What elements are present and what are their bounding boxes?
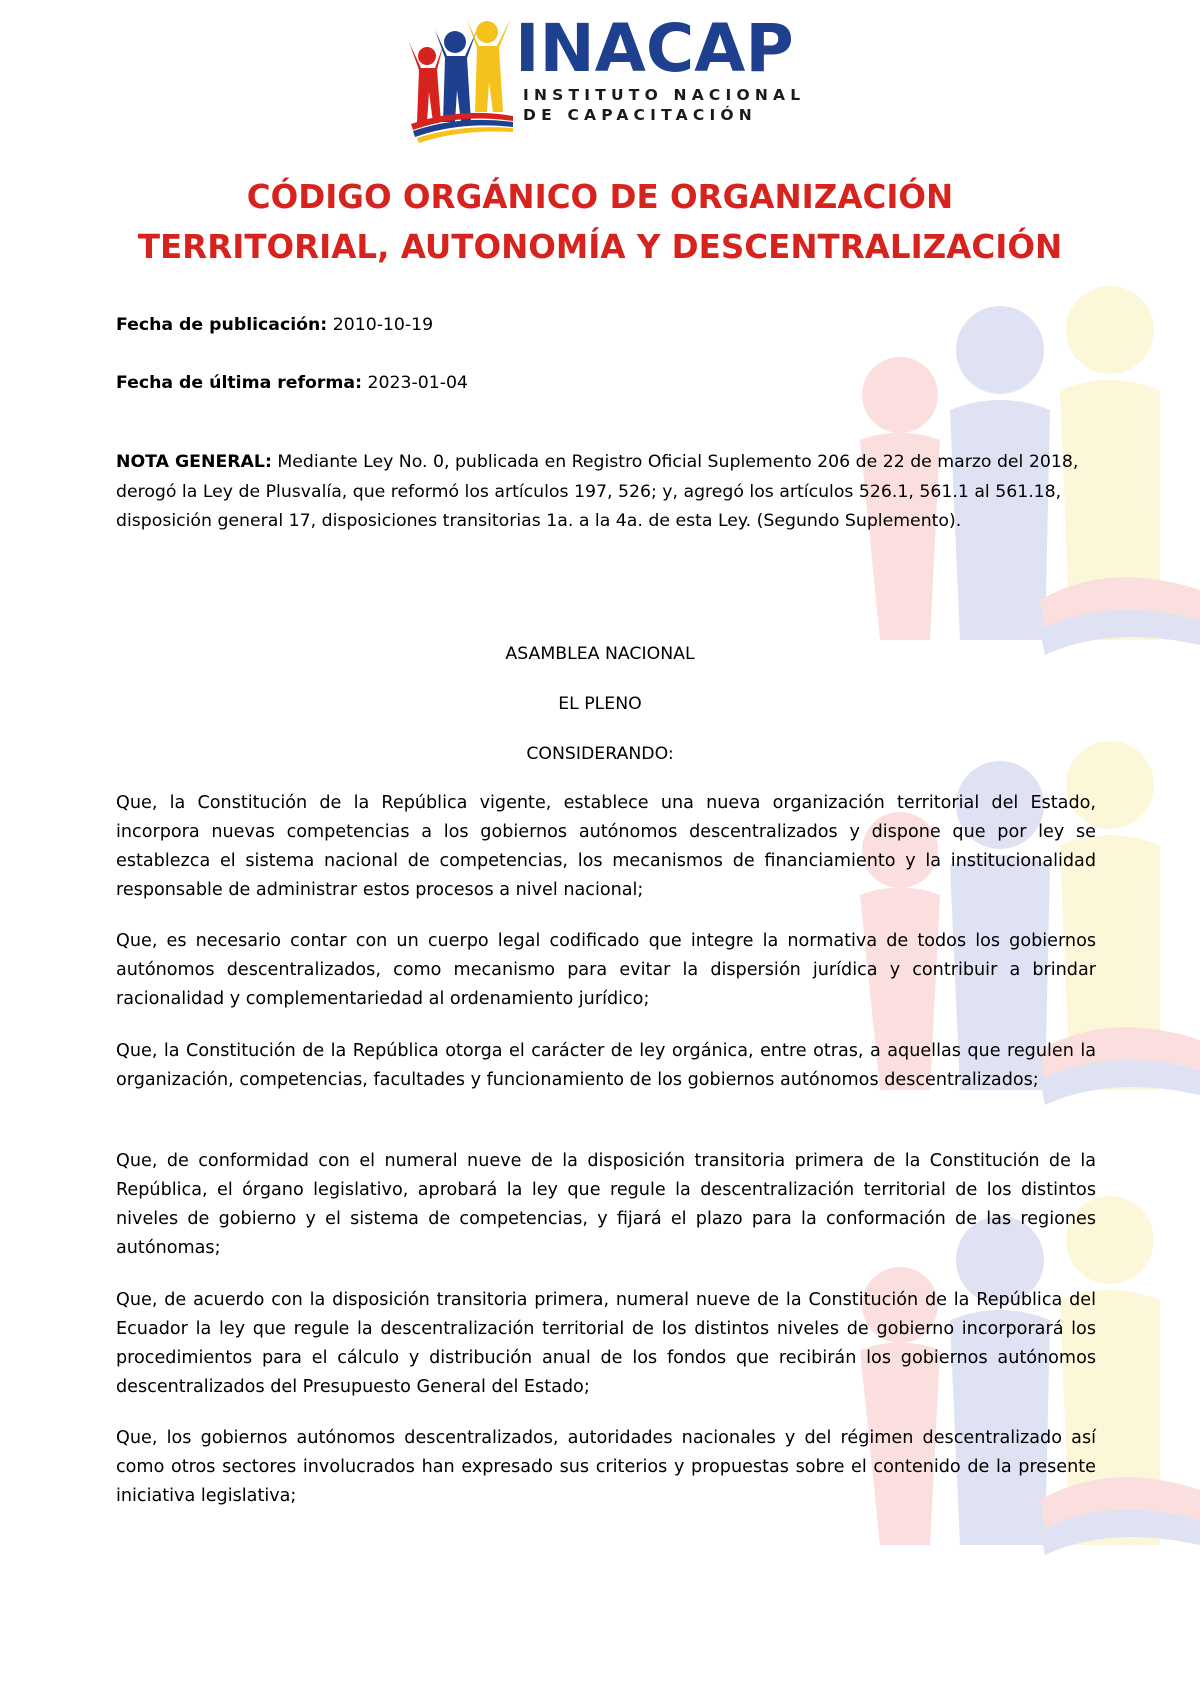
logo-figures-icon — [405, 12, 515, 147]
inacap-logo — [405, 12, 805, 147]
general-note-label: NOTA GENERAL: — [116, 452, 272, 472]
document-title-line1: CÓDIGO ORGÁNICO DE ORGANIZACIÓN — [246, 178, 954, 216]
considerando-paragraph-1: Que, la Constitución de la República vigente, establece una nueva organización territorial del Estado, incorpora nuevas competencias a los gobiernos autónomos descentralizados y dispone que por ley se establezca el sistema nacional de competencias, los mecanismos de financiamiento y la institucionalidad responsable de administrar estos procesos a nivel nacional; — [116, 793, 1096, 900]
heading-asamblea: ASAMBLEA NACIONAL — [505, 644, 695, 664]
logo-subtitle-line2: DE CAPACITACIÓN — [523, 106, 757, 124]
publication-date-value: 2010-10-19 — [332, 315, 434, 335]
document-title-line2: TERRITORIAL, AUTONOMÍA Y DESCENTRALIZACIÓN — [137, 228, 1063, 266]
considerando-paragraph-2: Que, es necesario contar con un cuerpo legal codificado que integre la normativa de todos los gobiernos autónomos descentralizados, como mecanismo para evitar la dispersión jurídica y contribuir a brindar racionalidad y complementariedad al ordenamiento jurídico; — [116, 931, 1096, 1009]
considerando-paragraph-5: Que, de acuerdo con la disposición transitoria primera, numeral nueve de la Constitución de la República del Ecuador la ley que regule la descentralización territorial de los distintos niveles de gobierno incorporará los procedimientos para el cálculo y distribución anual de los fondos que recibirán los gobiernos autónomos descentralizados del Presupuesto General del Estado; — [116, 1290, 1096, 1397]
last-reform-date — [116, 372, 468, 394]
considerando-paragraph-3: Que, la Constitución de la República otorga el carácter de ley orgánica, entre otras, a aquellas que regulen la organización, competencias, facultades y funcionamiento de los gobiernos autónomos descentralizados; — [116, 1041, 1096, 1090]
heading-pleno: EL PLENO — [558, 694, 642, 714]
last-reform-date-label: Fecha de última reforma: — [116, 373, 362, 393]
document-title — [60, 172, 1140, 272]
publication-date-label: Fecha de publicación: — [116, 315, 328, 335]
considerando-paragraph-6: Que, los gobiernos autónomos descentralizados, autoridades nacionales y del régimen descentralizado así como otros sectores involucrados han expresado sus criterios y propuestas sobre el contenido de la presente iniciativa legislativa; — [116, 1428, 1096, 1506]
last-reform-date-value: 2023-01-04 — [367, 373, 468, 393]
heading-considerando: CONSIDERANDO: — [526, 744, 674, 764]
publication-date — [116, 314, 433, 336]
general-note-text: Mediante Ley No. 0, publicada en Registro Oficial Suplemento 206 de 22 de marzo del 2018, derogó la Ley de Plusvalía, que reformó los artículos 197, 526; y, agregó los artículos 526.1, 561.1 al 561.18, disposición general 17, disposiciones transitorias 1a. a la 4a. de esta Ley. (Segundo Suplemento). — [116, 452, 1079, 531]
logo-wordmark: INACAP — [515, 10, 794, 87]
general-note — [116, 448, 1096, 537]
logo-subtitle-line1: INSTITUTO NACIONAL — [523, 86, 806, 104]
considerando-paragraph-4: Que, de conformidad con el numeral nueve de la disposición transitoria primera de la Constitución de la República, el órgano legislativo, aprobará la ley que regule la descentralización territorial de los distintos niveles de gobierno y el sistema de competencias, y fijará el plazo para la conformación de las regiones autónomas; — [116, 1151, 1096, 1258]
